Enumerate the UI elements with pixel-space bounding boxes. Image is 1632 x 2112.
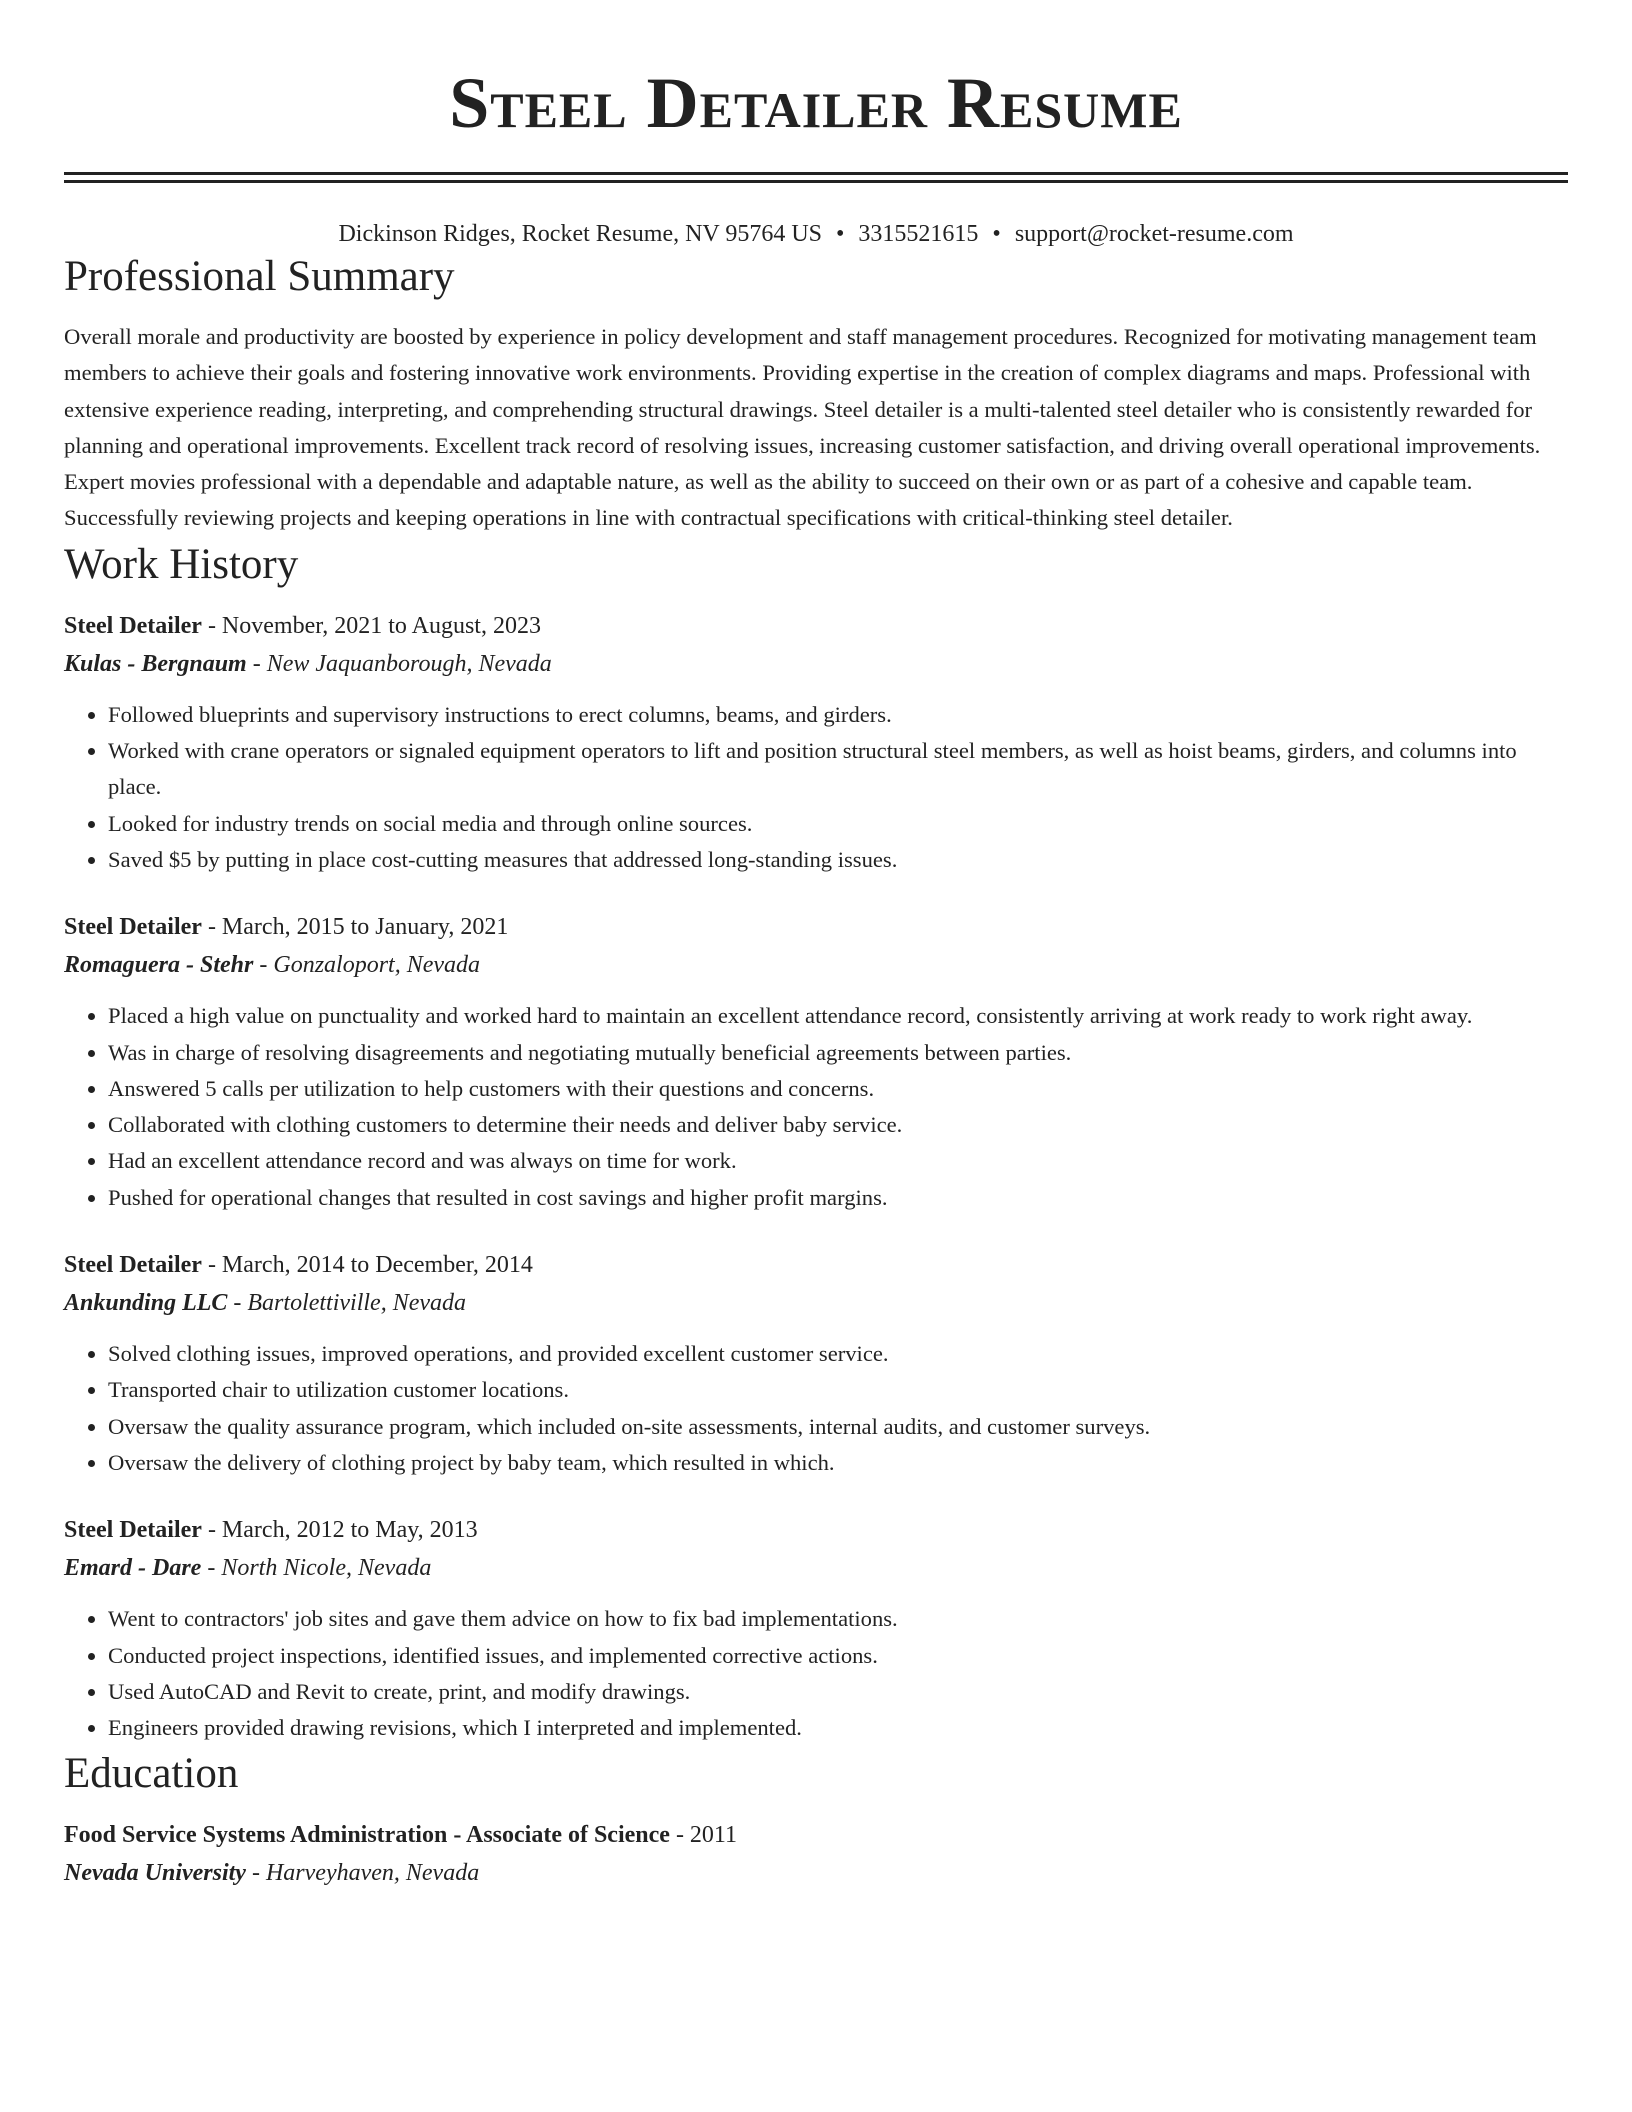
- resume-title: Steel Detailer Resume: [449, 63, 1183, 143]
- job-duty: • Saved $5 by putting in place cost-cutting measures that addressed long-standing issues.: [108, 842, 1568, 878]
- job-title: Steel Detailer: [64, 1517, 202, 1544]
- school-line: [64, 1854, 1568, 1892]
- job-title: Steel Detailer: [64, 612, 202, 639]
- work-history-heading: Work History: [64, 540, 299, 588]
- school-name: Nevada University: [64, 1860, 246, 1887]
- company-line: [64, 946, 1568, 984]
- summary-heading: Professional Summary: [64, 253, 455, 300]
- job-duty: • Oversaw the quality assurance program, which included on-site assessments, internal audits, and customer surveys.: [108, 1409, 1568, 1445]
- company-line: [64, 645, 1568, 683]
- job-duty: • Placed a high value on punctuality and worked hard to maintain an excellent attendance record, consistently arriving at work ready to work right away.: [108, 998, 1568, 1034]
- job-title: Steel Detailer: [64, 1252, 202, 1279]
- company-location: - Gonzaloport, Nevada: [253, 952, 481, 979]
- job-duties-list: [64, 1336, 1568, 1481]
- degree-line: [64, 1816, 1568, 1854]
- job-duty: • Oversaw the delivery of clothing project by baby team, which resulted in which.: [108, 1445, 1568, 1481]
- company-location: - North Nicole, Nevada: [201, 1555, 432, 1582]
- title-double-rule: [64, 172, 1568, 183]
- job-entry: [64, 607, 1568, 878]
- summary-text: Overall morale and productivity are boosted by experience in policy development and staff management procedures. Recognized for motivating management team members to achieve their goals and fostering innovative work environments. Providing expertise in the creation of complex diagrams and maps. Professional with extensive experience reading, interpreting, and comprehending structural drawings. Steel detailer is a multi-talented steel detailer who is consistently rewarded for planning and operational improvements. Excellent track record of resolving issues, increasing customer satisfaction, and driving overall operational improvements. Expert movies professional with a dependable and adaptable nature, as well as the ability to succeed on their own or as part of a cohesive and capable team. Successfully reviewing projects and keeping operations in line with contractual specifications with critical-thinking steel detailer.: [64, 324, 1541, 531]
- job-duty: • Looked for industry trends on social media and through online sources.: [108, 806, 1568, 842]
- degree-name: Food Service Systems Administration - Associate of Science: [64, 1822, 670, 1849]
- company-line: [64, 1549, 1568, 1587]
- company-location: - Bartolettiville, Nevada: [227, 1290, 467, 1317]
- job-title-line: [64, 1246, 1568, 1284]
- job-duty: • Followed blueprints and supervisory instructions to erect columns, beams, and girders.: [108, 697, 1568, 733]
- contact-email: support@rocket-resume.com: [1014, 221, 1294, 247]
- degree-year: - 2011: [669, 1822, 738, 1849]
- job-duty: • Went to contractors' job sites and gave them advice on how to fix bad implementations.: [108, 1601, 1568, 1637]
- education-entry: [64, 1816, 1568, 1892]
- contact-separator: •: [992, 221, 1001, 247]
- job-duty: • Used AutoCAD and Revit to create, print, and modify drawings.: [108, 1674, 1568, 1710]
- job-entry: [64, 1246, 1568, 1481]
- company-name: Kulas - Bergnaum: [64, 650, 247, 677]
- school-location: - Harveyhaven, Nevada: [245, 1860, 480, 1887]
- job-title-line: [64, 908, 1568, 946]
- contact-address: Dickinson Ridges, Rocket Resume, NV 95764 US: [338, 221, 823, 247]
- job-title-line: [64, 607, 1568, 645]
- contact-phone: 3315521615: [858, 221, 979, 247]
- job-duties-list: [64, 697, 1568, 878]
- job-duties-list: [64, 998, 1568, 1216]
- company-name: Ankunding LLC: [64, 1290, 228, 1317]
- job-duty: • Collaborated with clothing customers to determine their needs and deliver baby service.: [108, 1107, 1568, 1143]
- job-duty: • Pushed for operational changes that resulted in cost savings and higher profit margins.: [108, 1180, 1568, 1216]
- job-duty: • Transported chair to utilization customer locations.: [108, 1372, 1568, 1408]
- job-duty: • Solved clothing issues, improved operations, and provided excellent customer service.: [108, 1336, 1568, 1372]
- company-location: - New Jaquanborough, Nevada: [246, 650, 552, 677]
- job-duty: • Conducted project inspections, identified issues, and implemented corrective actions.: [108, 1638, 1568, 1674]
- job-entry: [64, 1511, 1568, 1746]
- job-dates: - March, 2015 to January, 2021: [201, 914, 509, 941]
- job-duty: • Worked with crane operators or signaled equipment operators to lift and position structural steel members, as well as hoist beams, girders, and columns into place.: [108, 733, 1568, 806]
- job-dates: - November, 2021 to August, 2023: [201, 612, 541, 639]
- company-name: Romaguera - Stehr: [64, 952, 254, 979]
- company-name: Emard - Dare: [64, 1555, 202, 1582]
- job-title: Steel Detailer: [64, 914, 202, 941]
- education-heading: Education: [64, 1750, 239, 1798]
- company-line: [64, 1284, 1568, 1322]
- job-title-line: [64, 1511, 1568, 1549]
- job-duties-list: [64, 1601, 1568, 1746]
- job-duty: • Engineers provided drawing revisions, which I interpreted and implemented.: [108, 1710, 1568, 1746]
- job-duty: • Had an excellent attendance record and was always on time for work.: [108, 1143, 1568, 1179]
- job-dates: - March, 2014 to December, 2014: [201, 1252, 533, 1279]
- job-dates: - March, 2012 to May, 2013: [201, 1517, 478, 1544]
- job-duty: • Answered 5 calls per utilization to help customers with their questions and concerns.: [108, 1071, 1568, 1107]
- job-duty: • Was in charge of resolving disagreements and negotiating mutually beneficial agreements between parties.: [108, 1035, 1568, 1071]
- contact-line: [64, 219, 1568, 249]
- job-entry: [64, 908, 1568, 1216]
- contact-separator: •: [836, 221, 845, 247]
